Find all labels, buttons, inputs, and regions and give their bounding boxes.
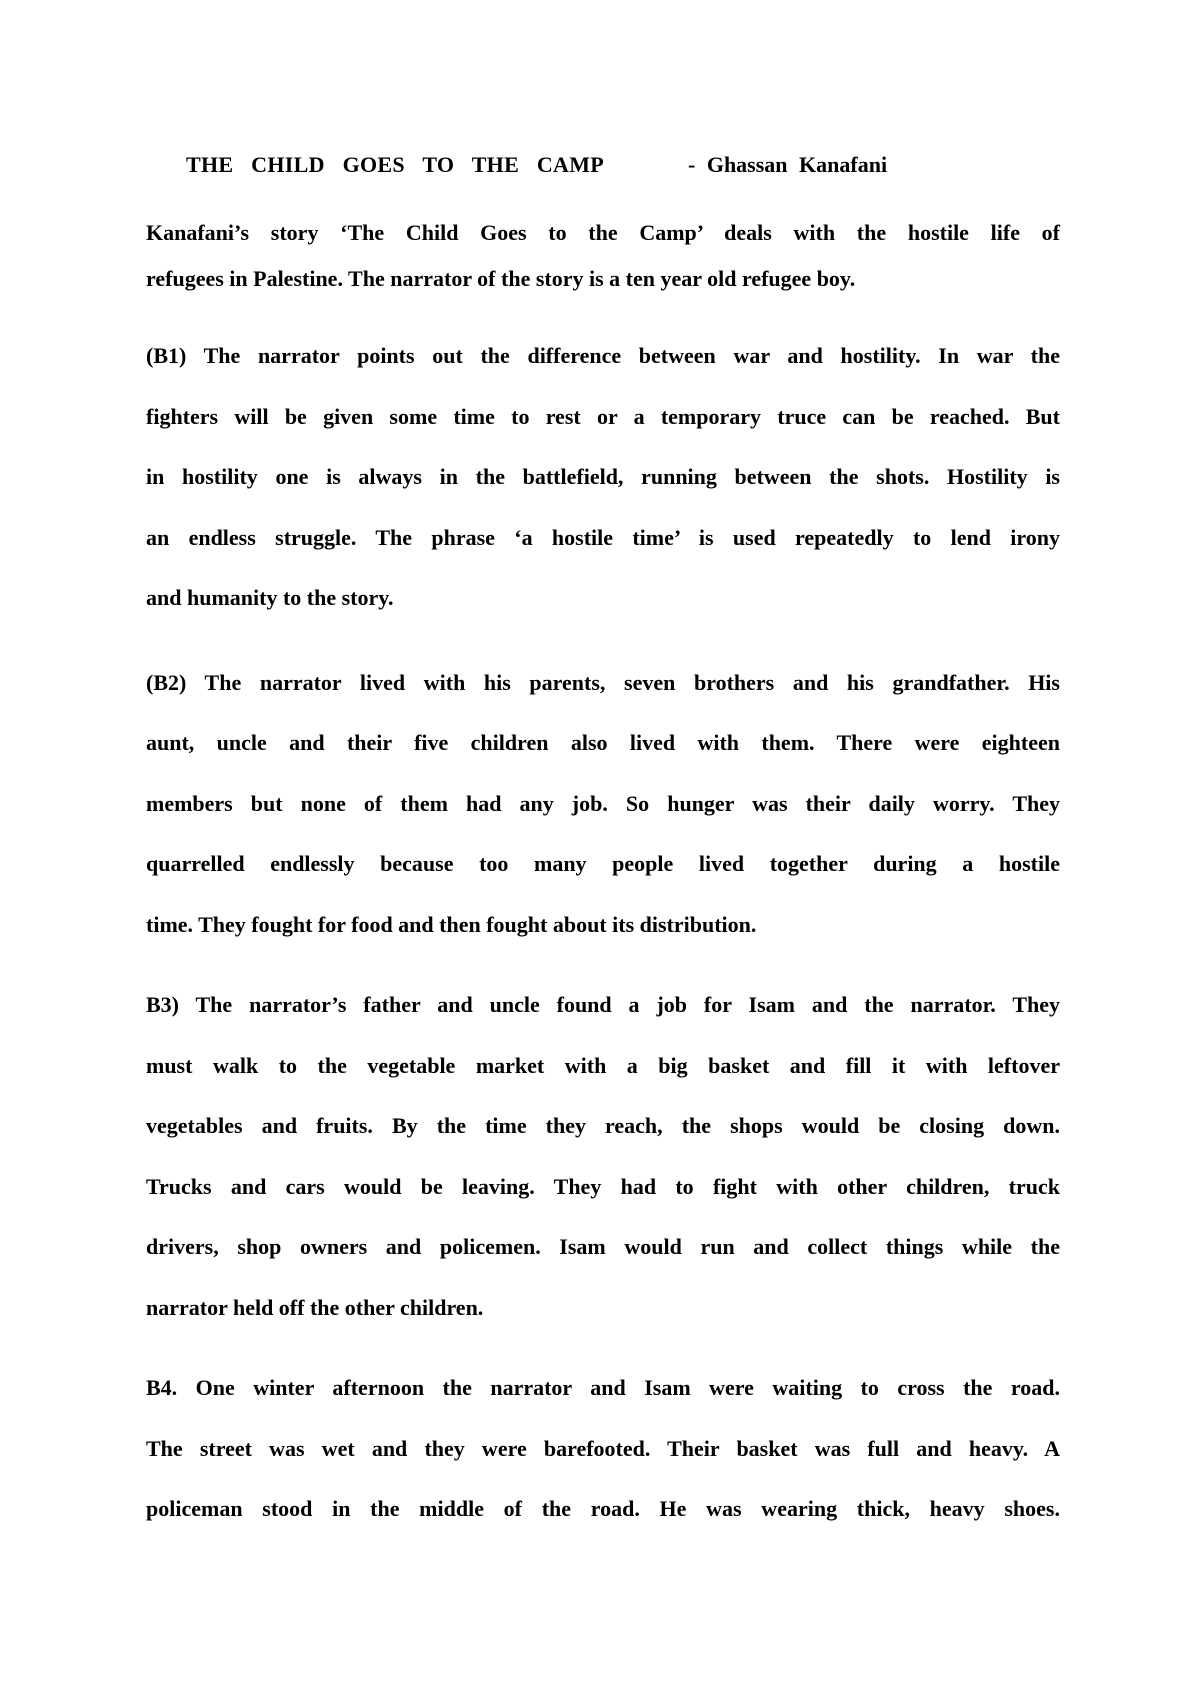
- text-line: aunt, uncle and their five children also lived with them. There were eighteen: [146, 730, 1060, 755]
- text-line: drivers, shop owners and policemen. Isam would run and collect things while the: [146, 1234, 1060, 1259]
- document-body: [146, 210, 1060, 1540]
- text-line: fighters will be given some time to rest or a temporary truce can be reached. But: [146, 403, 1060, 429]
- paragraph-b1: [146, 326, 1060, 629]
- text-line: policeman stood in the middle of the road. He was wearing thick, heavy shoes.: [146, 1496, 1060, 1521]
- text-line: members but none of them had any job. So hunger was their daily worry. They: [146, 790, 1060, 816]
- document-heading: [186, 148, 1086, 182]
- text-line: quarrelled endlessly because too many people lived together during a hostile: [146, 851, 1060, 876]
- story-title: THE CHILD GOES TO THE CAMP: [186, 152, 605, 177]
- paragraph-b2: [146, 653, 1060, 956]
- text-line: time. They fought for food and then fought about its distribution.: [146, 911, 757, 937]
- paragraph-b4: [146, 1358, 1060, 1540]
- paragraph-b3: [146, 975, 1060, 1338]
- text-line: Trucks and cars would be leaving. They had to fight with other children, truck: [146, 1173, 1060, 1199]
- text-line: must walk to the vegetable market with a big basket and fill it with leftover: [146, 1052, 1060, 1078]
- text-line: (B2) The narrator lived with his parents, seven brothers and his grandfather. His: [146, 669, 1060, 695]
- story-author: - Ghassan Kanafani: [688, 152, 888, 177]
- text-line: The street was wet and they were barefooted. Their basket was full and heavy. A: [146, 1435, 1060, 1461]
- text-line: narrator held off the other children.: [146, 1294, 484, 1320]
- text-line: and humanity to the story.: [146, 585, 394, 610]
- text-line: (B1) The narrator points out the difference between war and hostility. In war the: [146, 343, 1060, 368]
- text-line: in hostility one is always in the battlefield, running between the shots. Hostility is: [146, 464, 1060, 489]
- text-line: vegetables and fruits. By the time they reach, the shops would be closing down.: [146, 1113, 1060, 1138]
- text-line: refugees in Palestine. The narrator of the story is a ten year old refugee boy.: [146, 266, 856, 291]
- text-line: an endless struggle. The phrase ‘a hostile time’ is used repeatedly to lend irony: [146, 524, 1060, 550]
- text-line: B4. One winter afternoon the narrator and Isam were waiting to cross the road.: [146, 1375, 1060, 1400]
- text-line: Kanafani’s story ‘The Child Goes to the Camp’ deals with the hostile life of: [146, 220, 1060, 245]
- paragraph-intro: [146, 210, 1060, 302]
- text-line: B3) The narrator’s father and uncle found a job for Isam and the narrator. They: [146, 992, 1060, 1017]
